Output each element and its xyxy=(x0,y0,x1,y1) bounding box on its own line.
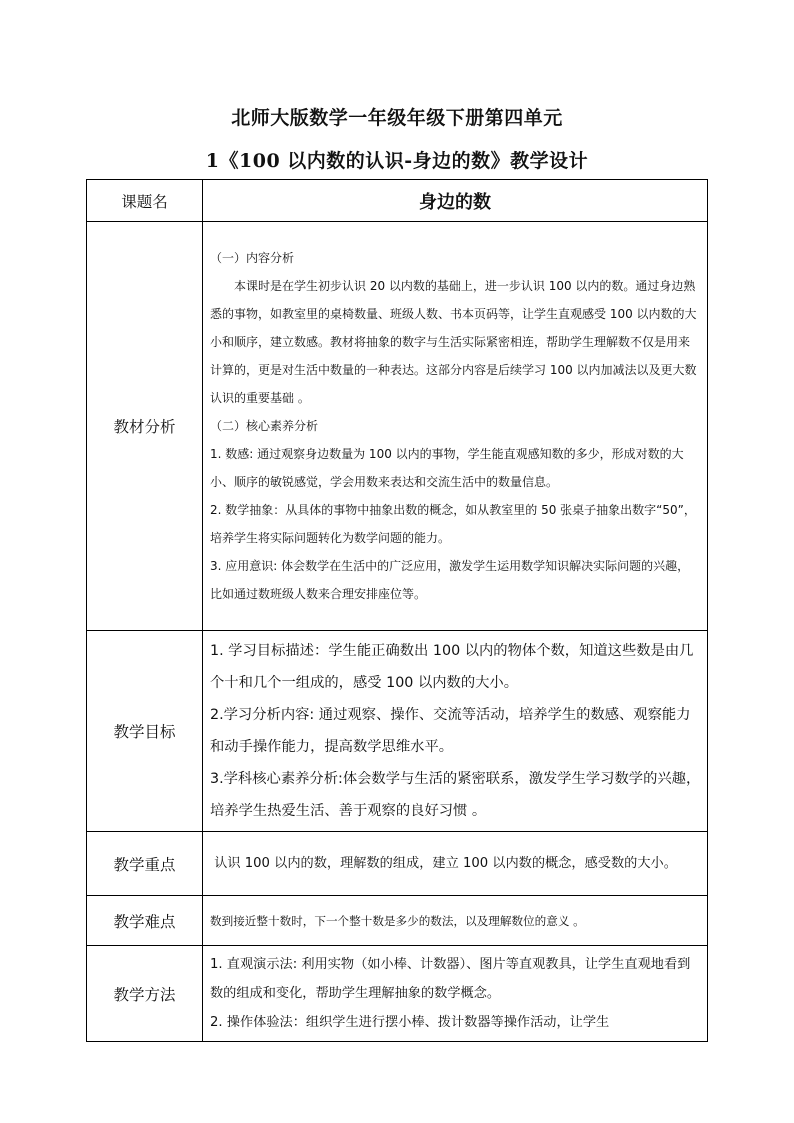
analysis-label: 教材分析 xyxy=(87,222,203,631)
analysis-row xyxy=(87,222,708,631)
difficulties-text: 数到接近整十数时，下一个整十数是多少的数法，以及理解数位的意义 。 xyxy=(210,913,585,928)
key-points-label: 教学重点 xyxy=(87,832,203,896)
methods-cell xyxy=(203,946,708,1042)
goal-item-2: 2.学习分析内容: 通过观察、操作、交流等活动，培养学生的数感、观察能力和动手操作能力，提高数学思维水平。 xyxy=(210,707,691,755)
core-literacy-point-1: 1. 数感: 通过观察身边数量为 100 以内的事物，学生能直观感知数的多少，形成对数的大小、顺序的敏锐感觉，学会用数来表达和交流生活中的数量信息。 xyxy=(210,447,684,489)
topic-row xyxy=(87,180,708,222)
goal-item-1: 1. 学习目标描述：学生能正确数出 100 以内的物体个数，知道这些数是由几个十和几个一组成的，感受 100 以内数的大小。 xyxy=(210,643,694,691)
core-literacy-point-2: 2. 数学抽象：从具体的事物中抽象出数的概念，如从教室里的 50 张桌子抽象出数字“50”，培养学生将实际问题转化为数学问题的能力。 xyxy=(210,503,696,545)
lesson-plan-table xyxy=(86,179,708,1042)
analysis-cell xyxy=(203,222,708,631)
goals-cell xyxy=(203,631,708,832)
key-points-row xyxy=(87,832,708,896)
method-item-1: 1. 直观演示法: 利用实物（如小棒、计数器）、图片等直观教具，让学生直观地看到数的组成和变化，帮助学生理解抽象的数学概念。 xyxy=(210,957,691,1001)
goal-item-3: 3.学科核心素养分析:体会数学与生活的紧密联系，激发学生学习数学的兴趣，培养学生热爱生活、善于观察的良好习惯 。 xyxy=(210,771,701,819)
content-analysis-heading: （一）内容分析 xyxy=(210,251,295,265)
goals-row xyxy=(87,631,708,832)
document-title-line1: 北师大版数学一年级年级下册第四单元 xyxy=(231,107,563,129)
methods-label: 教学方法 xyxy=(87,946,203,1042)
content-analysis-text: 本课时是在学生初步认识 20 以内数的基础上，进一步认识 100 以内的数。通过身边熟悉的事物，如教室里的桌椅数量、班级人数、书本页码等，让学生直观感受 100 以内数的大小和顺序，建立数感。教材将抽象的数字与生活实际紧密相连，帮助学生理解数不仅是用来计算的，更是对生活中数量的一种表达。这部分内容是后续学习 100 以内加减法以及更大数认识的重要基础 。 xyxy=(210,279,697,405)
difficulties-cell xyxy=(203,896,708,946)
goals-label: 教学目标 xyxy=(87,631,203,832)
methods-row xyxy=(87,946,708,1042)
key-points-text: 认识 100 以内的数，理解数的组成，建立 100 以内数的概念，感受数的大小。 xyxy=(210,855,677,871)
document-title-line2: 1《100 以内数的认识-身边的数》教学设计 xyxy=(205,150,589,172)
key-points-cell xyxy=(203,832,708,896)
core-literacy-point-3: 3. 应用意识: 体会数学在生活中的广泛应用，激发学生运用数学知识解决实际问题的兴趣，比如通过数班级人数来合理安排座位等。 xyxy=(210,559,690,601)
topic-label: 课题名 xyxy=(87,180,203,222)
difficulties-label: 教学难点 xyxy=(87,896,203,946)
topic-value: 身边的数 xyxy=(203,180,708,222)
method-item-2: 2. 操作体验法：组织学生进行摆小棒、拨计数器等操作活动，让学生 xyxy=(210,1015,610,1030)
difficulties-row xyxy=(87,896,708,946)
core-literacy-heading: （二）核心素养分析 xyxy=(210,419,319,433)
